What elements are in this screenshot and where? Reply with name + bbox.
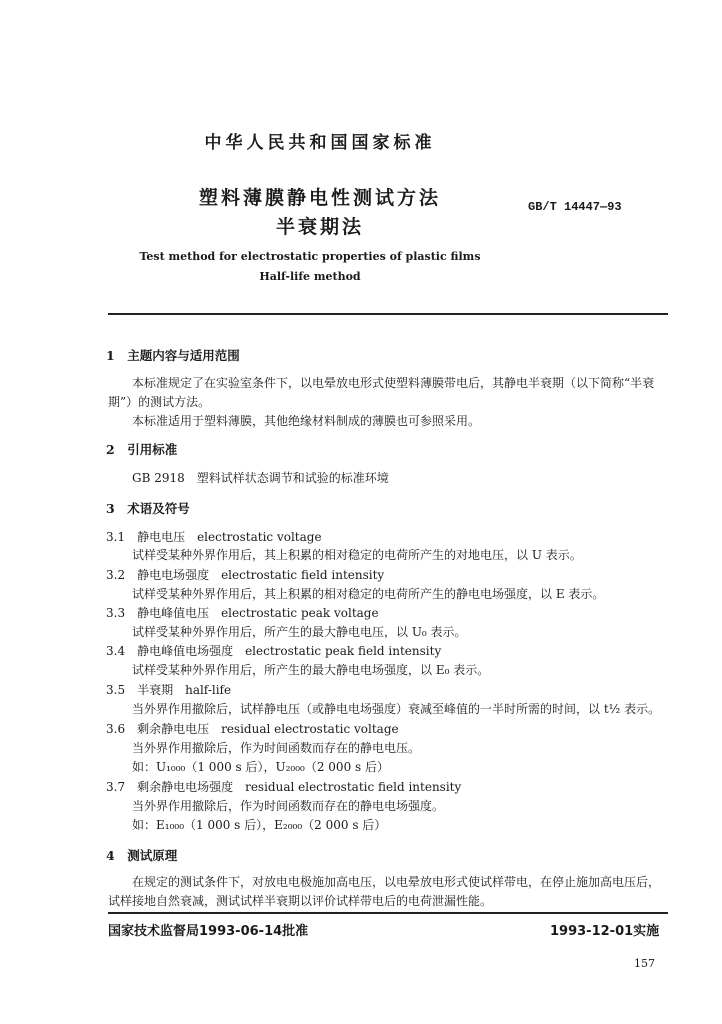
section-1-heading: 1 主题内容与适用范围 xyxy=(106,348,240,363)
term-3-7-heading: 3.7 剩余静电电场强度 residual electrostatic field intensity xyxy=(106,780,462,794)
term-3-4-body: 试样受某种外界作用后，所产生的最大静电电场强度，以 E₀ 表示。 xyxy=(132,663,490,677)
effective-date: 1993-12-01实施 xyxy=(550,924,660,939)
section-4-heading: 4 测试原理 xyxy=(106,848,178,863)
section-3-heading: 3 术语及符号 xyxy=(106,501,190,516)
term-3-1-heading: 3.1 静电电压 electrostatic voltage xyxy=(106,530,322,544)
term-3-3-body: 试样受某种外界作用后，所产生的最大静电电压，以 U₀ 表示。 xyxy=(132,625,467,639)
title-cn-line1: 塑料薄膜静电性测试方法 xyxy=(198,187,441,209)
section-1-para-2: 本标准适用于塑料薄膜，其他绝缘材料制成的薄膜也可参照采用。 xyxy=(132,414,481,428)
term-3-6-body: 当外界作用撤除后，作为时间函数而存在的静电电压。 xyxy=(132,741,421,755)
title-en-line1: Test method for electrostatic properties of plastic films xyxy=(139,250,481,263)
section-1-para-1: 本标准规定了在实验室条件下，以电晕放电形式使塑料薄膜带电后，其静电半衰期（以下简称“半衰 xyxy=(132,376,655,390)
term-3-5-heading: 3.5 半衰期 half-life xyxy=(106,683,232,697)
footer-divider xyxy=(108,912,668,914)
term-3-2-heading: 3.2 静电电场强度 electrostatic field intensity xyxy=(106,568,385,582)
section-1-para-1-cont: 期”）的测试方法。 xyxy=(108,395,211,409)
title-cn-line2: 半衰期法 xyxy=(275,216,364,238)
term-3-6-example: 如：U₁₀₀₀（1 000 s 后），U₂₀₀₀（2 000 s 后） xyxy=(132,760,389,774)
term-3-7-example: 如：E₁₀₀₀（1 000 s 后），E₂₀₀₀（2 000 s 后） xyxy=(132,818,387,832)
section-4-para-1: 在规定的测试条件下，对放电电极施加高电压，以电晕放电形式使试样带电，在停止施加高电压后， xyxy=(132,875,661,889)
section-4-para-1-cont: 试样接地自然衰减，测试试样半衰期以评价试样带电后的电荷泄漏性能。 xyxy=(108,894,493,908)
term-3-6-heading: 3.6 剩余静电电压 residual electrostatic voltage xyxy=(106,722,399,736)
term-3-3-heading: 3.3 静电峰值电压 electrostatic peak voltage xyxy=(106,606,379,620)
section-2-para-1: GB 2918 塑料试样状态调节和试验的标准环境 xyxy=(132,471,389,485)
org-title: 中华人民共和国国家标准 xyxy=(204,133,436,153)
term-3-5-body: 当外界作用撤除后，试样静电压（或静电电场强度）衰减至峰值的一半时所需的时间，以 t½ 表示。 xyxy=(132,702,661,716)
title-en-line2: Half-life method xyxy=(259,270,361,283)
term-3-1-body: 试样受某种外界作用后，其上积累的相对稳定的电荷所产生的对地电压，以 U 表示。 xyxy=(132,548,582,562)
section-2-heading: 2 引用标准 xyxy=(106,442,178,457)
standard-code: GB/T 14447—93 xyxy=(528,200,622,214)
issuer-approval: 国家技术监督局1993-06-14批准 xyxy=(108,924,309,939)
term-3-7-body: 当外界作用撤除后，作为时间函数而存在的静电电场强度。 xyxy=(132,799,445,813)
page-number: 157 xyxy=(634,957,655,970)
term-3-4-heading: 3.4 静电峰值电场强度 electrostatic peak field intensity xyxy=(106,644,442,658)
term-3-2-body: 试样受某种外界作用后，其上积累的相对稳定的电荷所产生的静电电场强度，以 E 表示。 xyxy=(132,587,605,601)
header-divider xyxy=(108,313,668,315)
